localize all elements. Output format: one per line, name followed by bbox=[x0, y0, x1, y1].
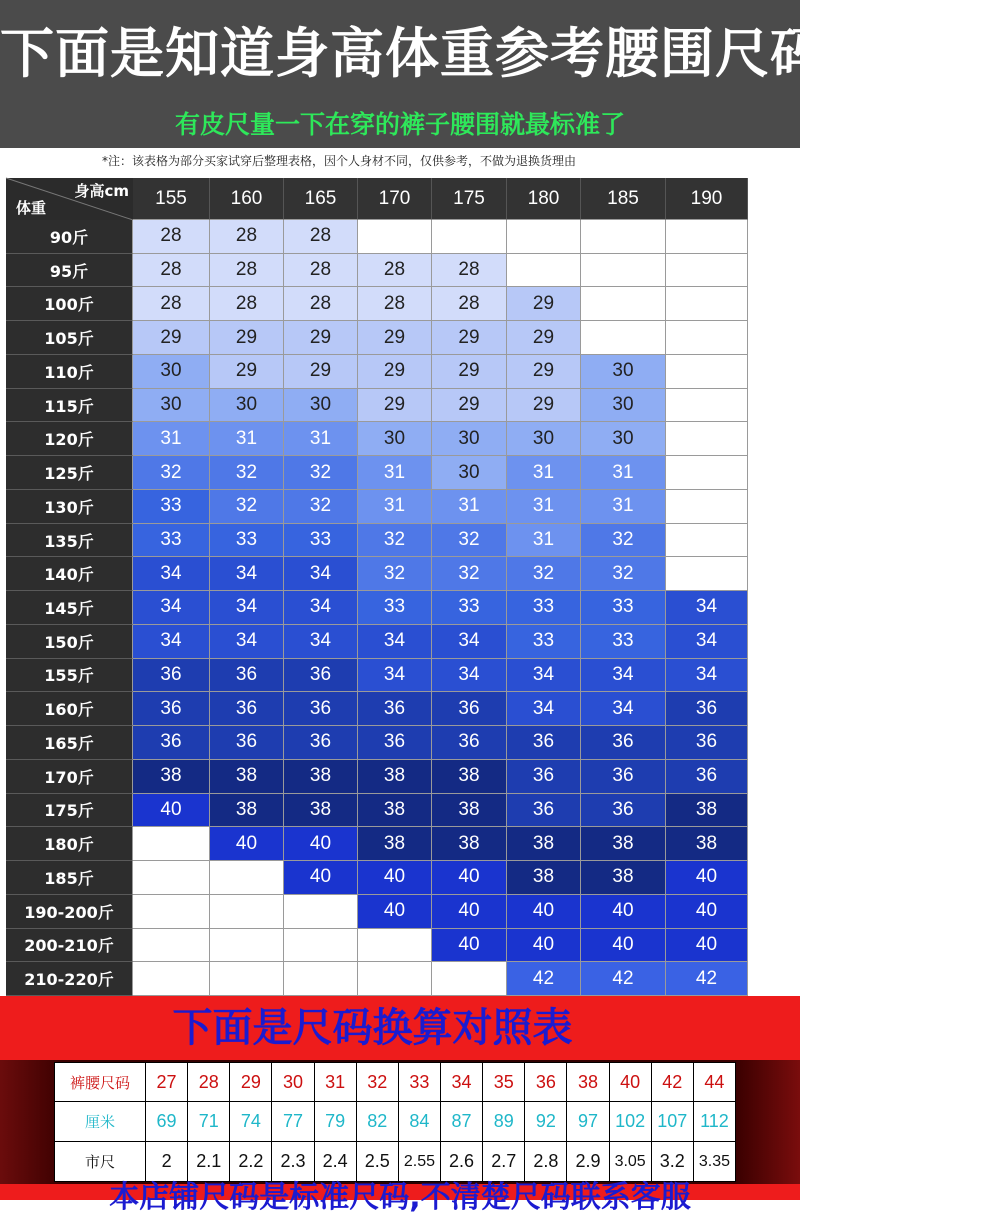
size-cell: 38 bbox=[581, 861, 666, 895]
size-cell: 38 bbox=[133, 760, 210, 794]
conversion-cell: 34 bbox=[441, 1062, 483, 1102]
conversion-cell: 79 bbox=[315, 1102, 357, 1142]
weight-header: 130斤 bbox=[6, 490, 133, 524]
weight-axis-label: 体重 bbox=[16, 199, 47, 217]
size-cell: 29 bbox=[133, 321, 210, 355]
conversion-cell: 28 bbox=[188, 1062, 230, 1102]
weight-header: 210-220斤 bbox=[6, 962, 133, 996]
size-cell: 29 bbox=[210, 321, 284, 355]
size-cell: 34 bbox=[358, 625, 432, 659]
size-cell: 29 bbox=[284, 321, 358, 355]
size-cell: 34 bbox=[210, 591, 284, 625]
size-cell: 28 bbox=[210, 220, 284, 254]
page-title: 下面是知道身高体重参考腰围尺码对照表 bbox=[0, 22, 990, 85]
size-cell: 36 bbox=[666, 726, 748, 760]
size-cell: 28 bbox=[358, 287, 432, 321]
size-cell bbox=[507, 254, 581, 288]
size-cell: 31 bbox=[284, 422, 358, 456]
page-subtitle: 有皮尺量一下在穿的裤子腰围就最标准了 bbox=[174, 110, 625, 139]
conversion-row-label: 厘米 bbox=[54, 1102, 146, 1142]
size-cell: 40 bbox=[666, 929, 748, 963]
size-cell bbox=[666, 355, 748, 389]
size-cell: 32 bbox=[210, 456, 284, 490]
size-cell: 38 bbox=[432, 827, 507, 861]
size-cell: 31 bbox=[133, 422, 210, 456]
size-cell: 32 bbox=[581, 557, 666, 591]
size-cell: 36 bbox=[581, 794, 666, 828]
size-cell: 36 bbox=[284, 726, 358, 760]
size-cell: 31 bbox=[358, 490, 432, 524]
height-header-170: 170 bbox=[358, 178, 432, 220]
size-cell bbox=[133, 827, 210, 861]
size-cell: 29 bbox=[432, 355, 507, 389]
conversion-cell: 112 bbox=[694, 1102, 736, 1142]
size-cell: 36 bbox=[284, 692, 358, 726]
size-cell: 36 bbox=[666, 692, 748, 726]
weight-header: 165斤 bbox=[6, 726, 133, 760]
size-cell: 30 bbox=[581, 422, 666, 456]
size-cell bbox=[358, 929, 432, 963]
weight-header: 150斤 bbox=[6, 625, 133, 659]
weight-header: 145斤 bbox=[6, 591, 133, 625]
size-cell bbox=[133, 929, 210, 963]
conversion-cell: 84 bbox=[399, 1102, 441, 1142]
size-cell: 33 bbox=[284, 524, 358, 558]
conversion-cell: 30 bbox=[272, 1062, 314, 1102]
size-cell: 32 bbox=[432, 524, 507, 558]
weight-header: 120斤 bbox=[6, 422, 133, 456]
size-cell: 32 bbox=[210, 490, 284, 524]
size-cell: 36 bbox=[284, 659, 358, 693]
size-cell bbox=[133, 962, 210, 996]
size-cell bbox=[210, 962, 284, 996]
size-cell: 42 bbox=[666, 962, 748, 996]
conversion-cell: 2.8 bbox=[525, 1142, 567, 1182]
conversion-cell: 42 bbox=[652, 1062, 694, 1102]
size-cell: 34 bbox=[133, 591, 210, 625]
size-cell: 32 bbox=[358, 524, 432, 558]
weight-header: 175斤 bbox=[6, 794, 133, 828]
weight-header: 190-200斤 bbox=[6, 895, 133, 929]
size-cell: 29 bbox=[358, 321, 432, 355]
conversion-cell: 3.05 bbox=[610, 1142, 652, 1182]
size-cell: 34 bbox=[133, 557, 210, 591]
size-cell: 38 bbox=[358, 760, 432, 794]
conversion-cell: 2.9 bbox=[567, 1142, 609, 1182]
size-cell: 30 bbox=[358, 422, 432, 456]
size-cell: 40 bbox=[666, 861, 748, 895]
size-cell bbox=[581, 287, 666, 321]
size-cell: 30 bbox=[432, 422, 507, 456]
size-cell: 40 bbox=[432, 861, 507, 895]
conversion-cell: 3.2 bbox=[652, 1142, 694, 1182]
conversion-cell: 87 bbox=[441, 1102, 483, 1142]
size-cell bbox=[666, 422, 748, 456]
size-cell bbox=[666, 287, 748, 321]
size-cell: 30 bbox=[210, 389, 284, 423]
size-cell bbox=[133, 861, 210, 895]
size-cell: 30 bbox=[507, 422, 581, 456]
size-cell: 34 bbox=[666, 591, 748, 625]
weight-header: 155斤 bbox=[6, 659, 133, 693]
size-cell: 28 bbox=[133, 220, 210, 254]
size-cell: 34 bbox=[581, 659, 666, 693]
height-header-185: 185 bbox=[581, 178, 666, 220]
size-cell: 40 bbox=[284, 861, 358, 895]
size-cell: 34 bbox=[507, 692, 581, 726]
conversion-cell: 92 bbox=[525, 1102, 567, 1142]
height-header-165: 165 bbox=[284, 178, 358, 220]
size-cell: 31 bbox=[507, 456, 581, 490]
footer-text: 本店铺尺码是标准尺码,不清楚尺码联系客服 bbox=[109, 1180, 691, 1215]
size-cell: 34 bbox=[133, 625, 210, 659]
size-cell: 36 bbox=[358, 726, 432, 760]
size-cell: 36 bbox=[210, 726, 284, 760]
size-cell: 29 bbox=[507, 321, 581, 355]
size-cell: 29 bbox=[358, 355, 432, 389]
size-cell: 33 bbox=[581, 625, 666, 659]
conversion-cell: 35 bbox=[483, 1062, 525, 1102]
size-cell: 32 bbox=[432, 557, 507, 591]
size-cell: 28 bbox=[133, 287, 210, 321]
conversion-cell: 33 bbox=[399, 1062, 441, 1102]
size-cell: 29 bbox=[210, 355, 284, 389]
size-cell: 34 bbox=[666, 659, 748, 693]
size-cell: 30 bbox=[581, 389, 666, 423]
size-cell: 34 bbox=[358, 659, 432, 693]
size-cell: 36 bbox=[432, 692, 507, 726]
conversion-cell: 2 bbox=[146, 1142, 188, 1182]
size-cell bbox=[210, 861, 284, 895]
weight-header: 90斤 bbox=[6, 220, 133, 254]
size-cell: 32 bbox=[358, 557, 432, 591]
conversion-cell: 32 bbox=[357, 1062, 399, 1102]
size-cell: 29 bbox=[507, 389, 581, 423]
conversion-cell: 38 bbox=[567, 1062, 609, 1102]
size-cell: 30 bbox=[133, 389, 210, 423]
size-cell bbox=[358, 220, 432, 254]
size-cell: 29 bbox=[284, 355, 358, 389]
size-cell bbox=[666, 389, 748, 423]
size-cell: 28 bbox=[133, 254, 210, 288]
conversion-cell: 69 bbox=[146, 1102, 188, 1142]
weight-header: 100斤 bbox=[6, 287, 133, 321]
weight-header: 170斤 bbox=[6, 760, 133, 794]
height-axis-label: 身高cm bbox=[74, 182, 129, 200]
conversion-cell: 2.55 bbox=[399, 1142, 441, 1182]
size-cell bbox=[666, 490, 748, 524]
conversion-cell: 102 bbox=[610, 1102, 652, 1142]
height-header-155: 155 bbox=[133, 178, 210, 220]
size-cell: 28 bbox=[210, 254, 284, 288]
conversion-cell: 89 bbox=[483, 1102, 525, 1142]
size-cell: 36 bbox=[581, 760, 666, 794]
size-cell: 28 bbox=[284, 220, 358, 254]
conversion-table bbox=[54, 1062, 736, 1182]
conversion-cell: 36 bbox=[525, 1062, 567, 1102]
size-cell: 33 bbox=[581, 591, 666, 625]
size-cell: 42 bbox=[581, 962, 666, 996]
weight-header: 115斤 bbox=[6, 389, 133, 423]
size-cell: 32 bbox=[507, 557, 581, 591]
conversion-cell: 2.1 bbox=[188, 1142, 230, 1182]
conversion-cell: 2.3 bbox=[272, 1142, 314, 1182]
size-cell: 36 bbox=[432, 726, 507, 760]
size-cell: 38 bbox=[358, 794, 432, 828]
size-cell bbox=[507, 220, 581, 254]
size-cell bbox=[666, 524, 748, 558]
height-header-190: 190 bbox=[666, 178, 748, 220]
size-cell: 38 bbox=[284, 760, 358, 794]
size-cell: 33 bbox=[358, 591, 432, 625]
size-cell: 28 bbox=[284, 287, 358, 321]
weight-header: 125斤 bbox=[6, 456, 133, 490]
weight-header: 200-210斤 bbox=[6, 929, 133, 963]
height-header-175: 175 bbox=[432, 178, 507, 220]
size-cell: 31 bbox=[358, 456, 432, 490]
size-cell: 31 bbox=[507, 490, 581, 524]
size-cell bbox=[133, 895, 210, 929]
size-cell: 38 bbox=[210, 794, 284, 828]
size-cell bbox=[666, 456, 748, 490]
size-cell: 33 bbox=[133, 490, 210, 524]
disclaimer-note: *注：该表格为部分买家试穿后整理表格，因个人身材不同，仅供参考，不做为退换货理由 bbox=[102, 154, 577, 168]
size-cell: 36 bbox=[133, 726, 210, 760]
size-cell: 29 bbox=[432, 321, 507, 355]
conversion-cell: 3.35 bbox=[694, 1142, 736, 1182]
size-cell: 40 bbox=[581, 929, 666, 963]
size-cell bbox=[432, 962, 507, 996]
size-cell: 40 bbox=[507, 929, 581, 963]
size-cell bbox=[581, 254, 666, 288]
size-cell: 40 bbox=[133, 794, 210, 828]
conversion-cell: 40 bbox=[610, 1062, 652, 1102]
size-cell bbox=[432, 220, 507, 254]
weight-header: 105斤 bbox=[6, 321, 133, 355]
size-cell: 29 bbox=[507, 355, 581, 389]
conversion-cell: 31 bbox=[315, 1062, 357, 1102]
weight-header: 180斤 bbox=[6, 827, 133, 861]
size-cell: 38 bbox=[210, 760, 284, 794]
size-cell: 38 bbox=[432, 794, 507, 828]
size-cell: 38 bbox=[507, 861, 581, 895]
size-cell: 40 bbox=[432, 929, 507, 963]
size-cell: 29 bbox=[358, 389, 432, 423]
size-cell: 34 bbox=[284, 625, 358, 659]
conversion-title: 下面是尺码换算对照表 bbox=[172, 1005, 573, 1051]
conversion-cell: 82 bbox=[357, 1102, 399, 1142]
size-cell: 38 bbox=[432, 760, 507, 794]
conversion-row-label: 市尺 bbox=[54, 1142, 146, 1182]
weight-header: 110斤 bbox=[6, 355, 133, 389]
weight-header: 95斤 bbox=[6, 254, 133, 288]
size-cell bbox=[284, 895, 358, 929]
size-cell: 33 bbox=[432, 591, 507, 625]
size-cell: 29 bbox=[432, 389, 507, 423]
conversion-cell: 2.5 bbox=[357, 1142, 399, 1182]
size-cell: 34 bbox=[581, 692, 666, 726]
size-cell: 31 bbox=[210, 422, 284, 456]
size-cell bbox=[666, 321, 748, 355]
conversion-cell: 29 bbox=[230, 1062, 272, 1102]
size-cell: 32 bbox=[284, 456, 358, 490]
size-cell: 31 bbox=[432, 490, 507, 524]
size-cell: 34 bbox=[284, 557, 358, 591]
conversion-row-label: 裤腰尺码 bbox=[54, 1062, 146, 1102]
size-cell bbox=[581, 220, 666, 254]
conversion-cell: 2.2 bbox=[230, 1142, 272, 1182]
size-cell: 32 bbox=[133, 456, 210, 490]
conversion-cell: 44 bbox=[694, 1062, 736, 1102]
size-cell: 34 bbox=[432, 625, 507, 659]
size-cell: 33 bbox=[210, 524, 284, 558]
size-cell bbox=[284, 962, 358, 996]
size-cell: 36 bbox=[581, 726, 666, 760]
size-cell bbox=[284, 929, 358, 963]
size-cell: 38 bbox=[507, 827, 581, 861]
size-cell: 30 bbox=[284, 389, 358, 423]
size-cell: 36 bbox=[507, 760, 581, 794]
size-cell: 40 bbox=[432, 895, 507, 929]
weight-header: 160斤 bbox=[6, 692, 133, 726]
size-cell: 33 bbox=[507, 591, 581, 625]
conversion-cell: 107 bbox=[652, 1102, 694, 1142]
conversion-cell: 77 bbox=[272, 1102, 314, 1142]
size-cell: 36 bbox=[210, 659, 284, 693]
size-cell: 36 bbox=[358, 692, 432, 726]
size-cell: 40 bbox=[210, 827, 284, 861]
size-cell: 40 bbox=[284, 827, 358, 861]
size-cell bbox=[210, 895, 284, 929]
size-cell: 32 bbox=[581, 524, 666, 558]
size-cell: 34 bbox=[666, 625, 748, 659]
size-cell: 38 bbox=[666, 827, 748, 861]
size-cell: 31 bbox=[581, 456, 666, 490]
size-cell bbox=[666, 557, 748, 591]
conversion-cell: 2.7 bbox=[483, 1142, 525, 1182]
size-cell: 30 bbox=[432, 456, 507, 490]
size-cell: 34 bbox=[507, 659, 581, 693]
size-cell bbox=[210, 929, 284, 963]
size-cell: 42 bbox=[507, 962, 581, 996]
size-cell: 28 bbox=[358, 254, 432, 288]
size-cell: 40 bbox=[666, 895, 748, 929]
size-cell: 28 bbox=[210, 287, 284, 321]
size-cell: 33 bbox=[507, 625, 581, 659]
size-cell: 40 bbox=[507, 895, 581, 929]
size-cell: 34 bbox=[432, 659, 507, 693]
size-cell: 31 bbox=[507, 524, 581, 558]
size-cell: 36 bbox=[133, 692, 210, 726]
size-cell: 36 bbox=[133, 659, 210, 693]
size-cell: 32 bbox=[284, 490, 358, 524]
size-cell: 34 bbox=[284, 591, 358, 625]
size-chart-table bbox=[6, 178, 748, 996]
conversion-cell: 2.4 bbox=[315, 1142, 357, 1182]
size-cell: 28 bbox=[432, 287, 507, 321]
size-cell: 34 bbox=[210, 625, 284, 659]
size-cell: 40 bbox=[358, 895, 432, 929]
size-cell bbox=[581, 321, 666, 355]
conversion-cell: 74 bbox=[230, 1102, 272, 1142]
size-cell: 36 bbox=[507, 794, 581, 828]
size-cell: 38 bbox=[581, 827, 666, 861]
size-cell: 28 bbox=[284, 254, 358, 288]
size-cell: 30 bbox=[581, 355, 666, 389]
size-cell bbox=[358, 962, 432, 996]
size-cell: 38 bbox=[666, 794, 748, 828]
size-cell: 28 bbox=[432, 254, 507, 288]
size-cell: 31 bbox=[581, 490, 666, 524]
size-cell: 40 bbox=[581, 895, 666, 929]
size-cell bbox=[666, 220, 748, 254]
size-cell: 38 bbox=[358, 827, 432, 861]
size-cell: 33 bbox=[133, 524, 210, 558]
size-cell: 30 bbox=[133, 355, 210, 389]
conversion-cell: 2.6 bbox=[441, 1142, 483, 1182]
weight-header: 140斤 bbox=[6, 557, 133, 591]
weight-header: 135斤 bbox=[6, 524, 133, 558]
size-cell: 38 bbox=[284, 794, 358, 828]
conversion-cell: 97 bbox=[567, 1102, 609, 1142]
height-header-160: 160 bbox=[210, 178, 284, 220]
size-cell: 34 bbox=[210, 557, 284, 591]
size-cell: 29 bbox=[507, 287, 581, 321]
size-cell: 36 bbox=[507, 726, 581, 760]
size-cell: 36 bbox=[210, 692, 284, 726]
size-cell: 36 bbox=[666, 760, 748, 794]
weight-header: 185斤 bbox=[6, 861, 133, 895]
table-corner-header bbox=[6, 178, 133, 220]
conversion-cell: 71 bbox=[188, 1102, 230, 1142]
size-cell bbox=[666, 254, 748, 288]
height-header-180: 180 bbox=[507, 178, 581, 220]
size-cell: 40 bbox=[358, 861, 432, 895]
conversion-cell: 27 bbox=[146, 1062, 188, 1102]
